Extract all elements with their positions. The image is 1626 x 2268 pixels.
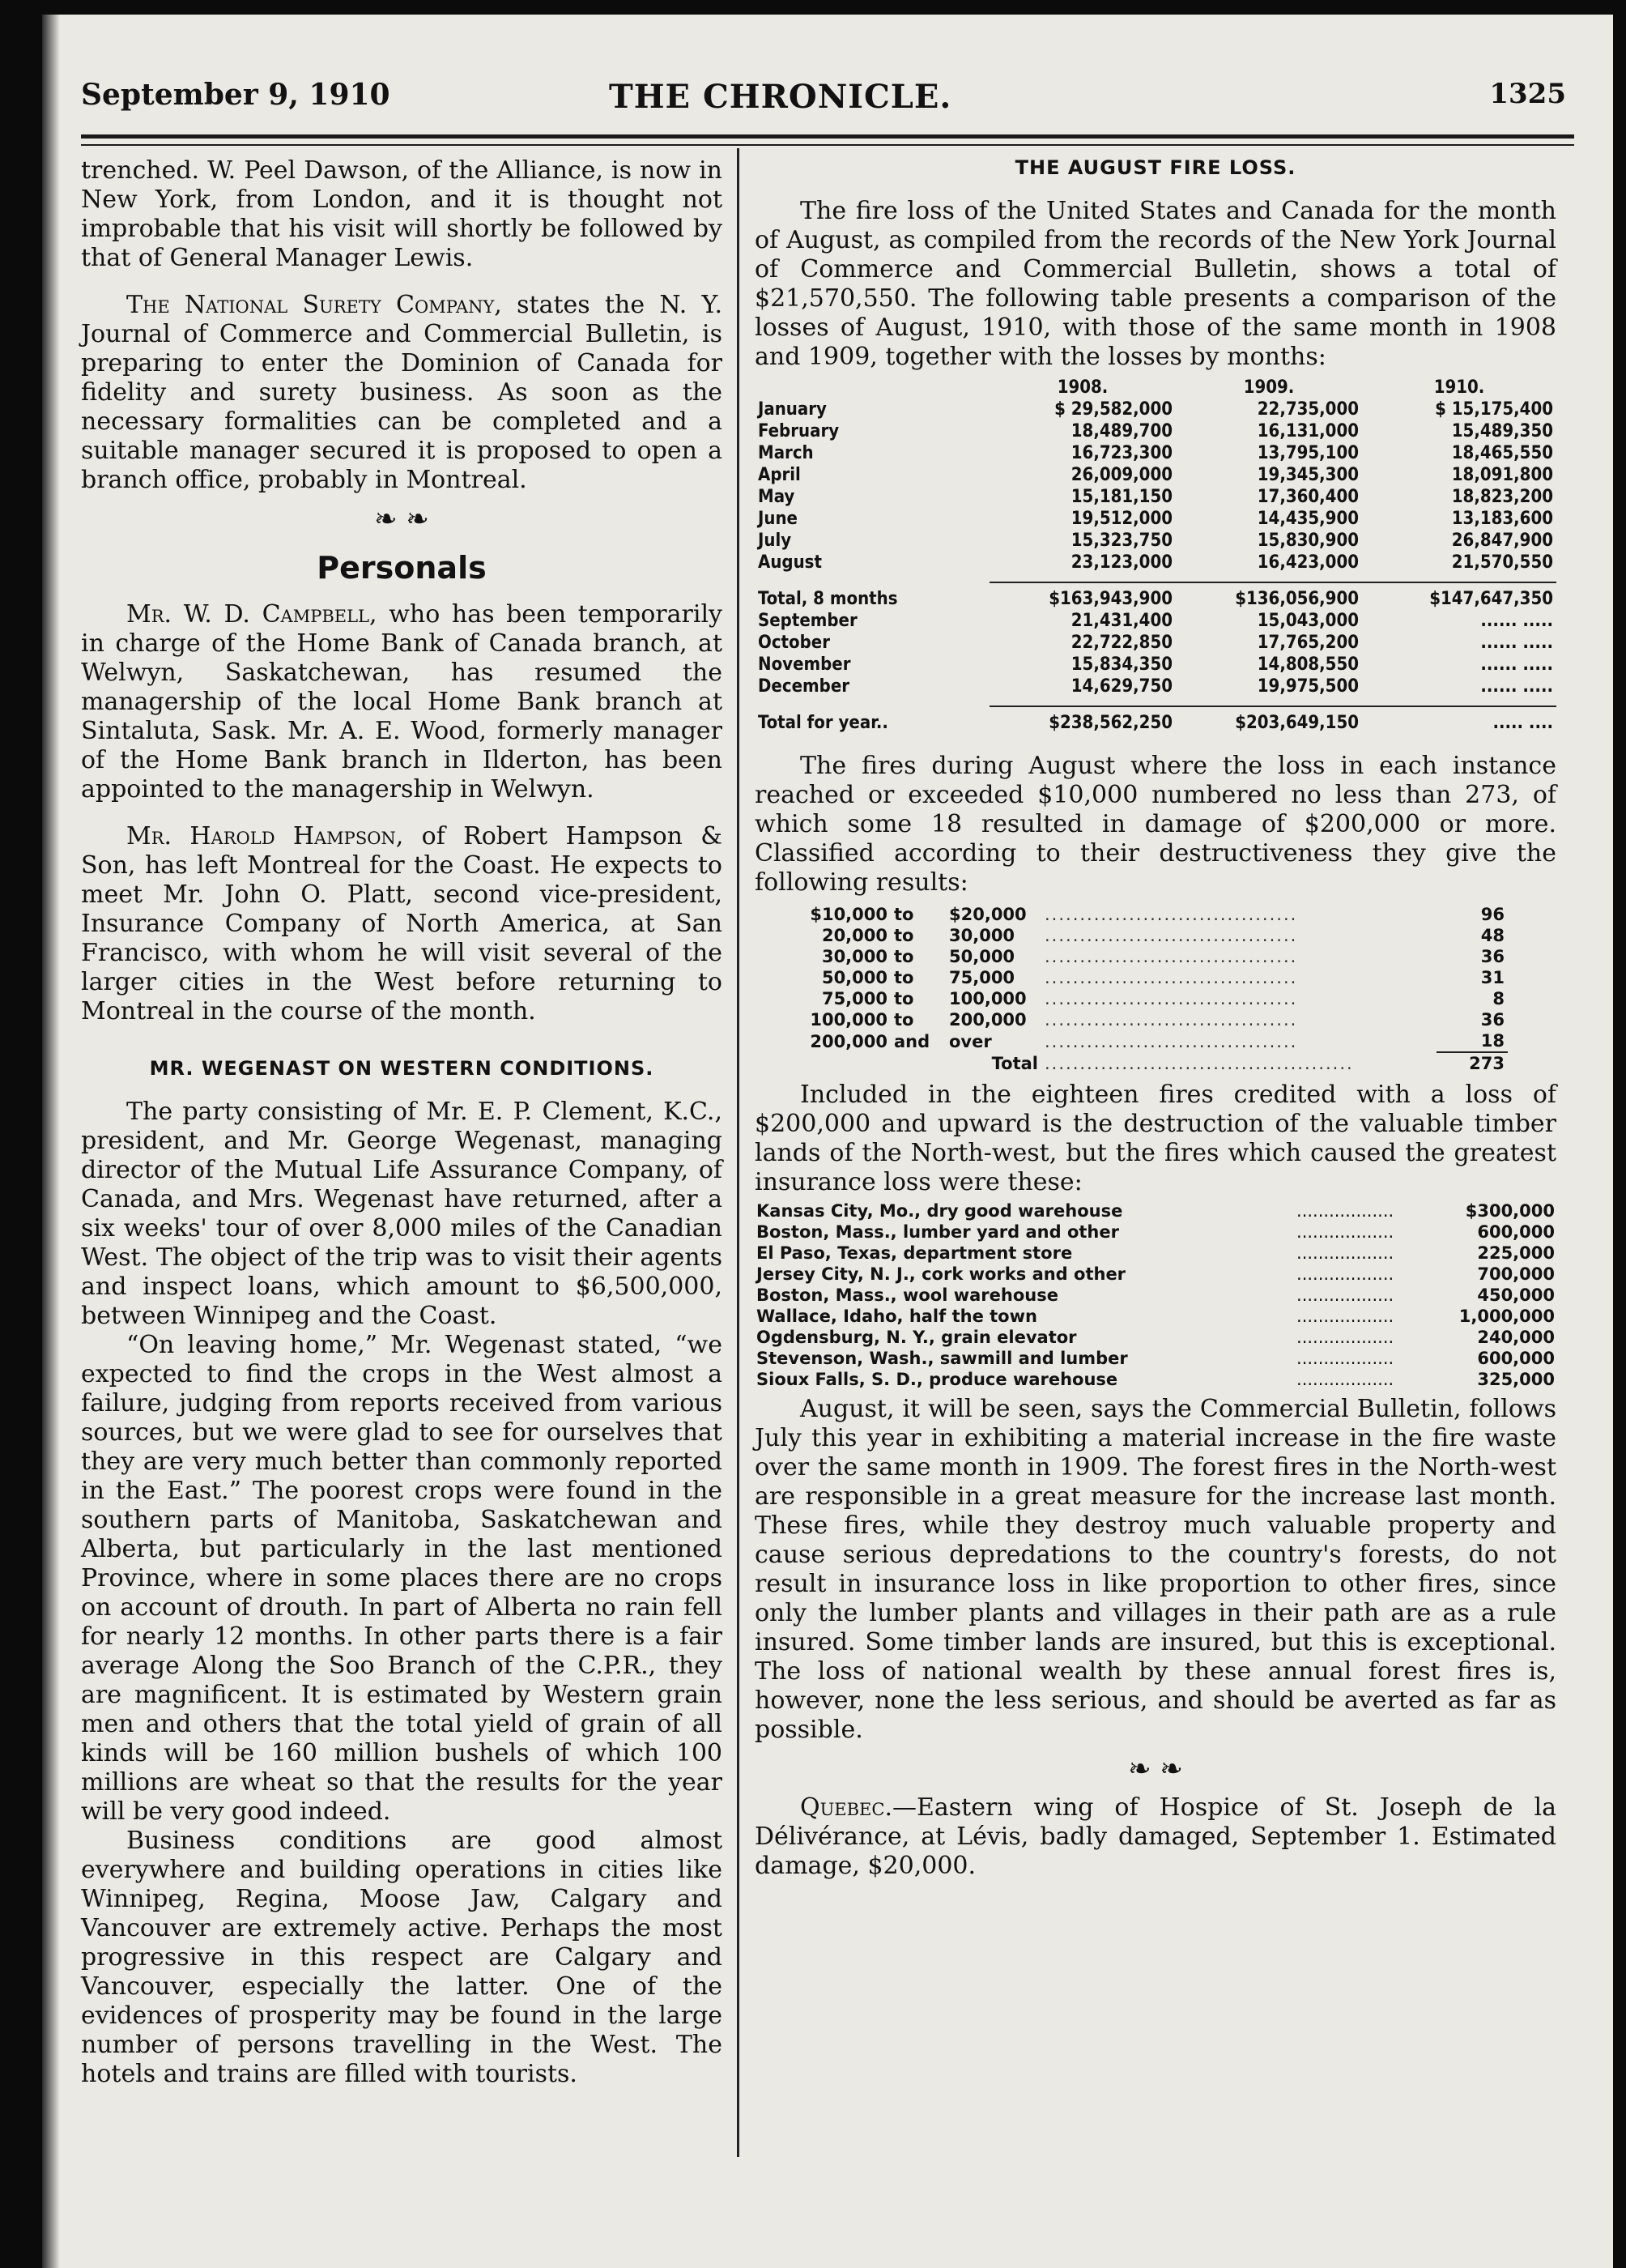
- loss-value: 19,975,500: [1257, 676, 1359, 697]
- range-upper: 100,000: [949, 989, 1027, 1008]
- year-header: 1910.: [1433, 377, 1485, 398]
- fire-count: 48: [1480, 926, 1505, 945]
- year-header: 1909.: [1243, 377, 1295, 398]
- loss-value: 13,795,100: [1257, 443, 1359, 463]
- fire-loss-heading: THE AUGUST FIRE LOSS.: [1015, 156, 1296, 179]
- destructiveness-table: [795, 904, 1508, 1074]
- table-row: [795, 946, 1508, 967]
- loss-value: ...... .....: [1480, 611, 1553, 631]
- month-label: September: [758, 611, 858, 631]
- fire-amount: 325,000: [1477, 1370, 1555, 1389]
- publication-title: THE CHRONICLE.: [609, 78, 952, 116]
- fire-location: Stevenson, Wash., sawmill and lumber: [756, 1349, 1128, 1368]
- range-upper: $20,000: [949, 905, 1027, 924]
- leader-dots: ....................................: [1045, 1031, 1298, 1051]
- table-row: [755, 1264, 1556, 1285]
- range-upper: 75,000: [949, 968, 1015, 987]
- loss-value: 21,570,550: [1451, 552, 1553, 573]
- table-row-total-year: Total for year.. $238,562,250 $203,649,150 ..... ....: [755, 706, 1556, 734]
- total-label: Total: [991, 1053, 1038, 1073]
- destructiveness-paragraph: The fires during August where the loss in each instance reached or exceeded $10,000 numbered no less than 273, of which some 18 resulted in damage of $200,000 or more. Classified according to their destructiveness they give the following results:: [755, 752, 1556, 897]
- fire-amount: 225,000: [1477, 1243, 1555, 1263]
- fire-count: 31: [1480, 968, 1505, 987]
- fire-loss-table: [755, 377, 1556, 734]
- table-row: [755, 1221, 1556, 1243]
- month-label: November: [758, 654, 851, 675]
- hampson-lead: Mr. Harold Hampson,: [126, 822, 404, 850]
- leader-dots: ..................: [1296, 1201, 1394, 1221]
- section-ornament: ❧ ❧: [1128, 1753, 1183, 1785]
- header-rule-thin: [81, 144, 1574, 146]
- hampson-text: of Robert Hampson & Son, has left Montreal for the Coast. He expects to meet Mr. John O. Platt, second vice-president, Insurance Company of North America, at San Francisco, with whom he will visit several of the larger cities in the West before returning to Montreal in the course of the month.: [81, 822, 722, 1025]
- leader-dots: ..................: [1296, 1285, 1394, 1305]
- fire-amount: 600,000: [1477, 1349, 1555, 1368]
- loss-value: 19,512,000: [1071, 509, 1173, 529]
- range-from: 20,000: [821, 926, 887, 945]
- leader-dots: ..................: [1296, 1243, 1394, 1263]
- range-upper: 30,000: [949, 926, 1015, 945]
- loss-value: 23,123,000: [1071, 552, 1173, 573]
- fire-location: Boston, Mass., wool warehouse: [756, 1285, 1058, 1305]
- loss-value: 21,431,400: [1071, 611, 1173, 631]
- table-row: [755, 486, 1556, 508]
- fire-location: Jersey City, N. J., cork works and other: [756, 1264, 1126, 1284]
- loss-value: $ 15,175,400: [1435, 399, 1553, 420]
- leader-dots: ..................: [1296, 1222, 1394, 1242]
- loss-value: 14,808,550: [1257, 654, 1359, 675]
- month-label: February: [758, 421, 840, 441]
- loss-value: 26,009,000: [1071, 465, 1173, 485]
- fire-amount: 700,000: [1477, 1264, 1555, 1284]
- range-upper: 50,000: [949, 947, 1015, 966]
- right-column: [755, 156, 1556, 1881]
- range-from: 50,000: [821, 968, 887, 987]
- eighteen-fires-paragraph: Included in the eighteen fires credited with a loss of $200,000 and upward is the destruction of the valuable timber lands of the North-west, but the fires which caused the greatest insurance loss were these:: [755, 1081, 1556, 1196]
- loss-value: 18,091,800: [1451, 465, 1553, 485]
- campbell-lead: Mr. W. D. Campbell,: [126, 600, 377, 629]
- leader-dots: ....................................: [1045, 947, 1298, 966]
- month-label: August: [758, 552, 822, 573]
- section-ornament: ❧ ❧: [374, 503, 429, 535]
- wegenast-paragraph-3: Business conditions are good almost everywhere and building operations in cities like Winnipeg, Regina, Moose Jaw, Calgary and Vancouver are extremely active. Perhaps the most progressive in this respect are Calgary and Vancouver, especially the latter. One of the evidences of prosperity may be found in the large number of persons travelling in the West. The hotels and trains are filled with tourists.: [81, 1827, 722, 2088]
- range-upper: 200,000: [949, 1010, 1027, 1030]
- quebec-paragraph: [755, 1793, 1556, 1881]
- fire-count: 18: [1480, 1031, 1505, 1051]
- loss-value: ...... .....: [1480, 676, 1553, 697]
- table-row: [755, 632, 1556, 654]
- table-row: [795, 967, 1508, 988]
- leader-dots: ....................................: [1045, 926, 1298, 945]
- table-row: [755, 1327, 1556, 1348]
- left-column: [81, 156, 722, 2089]
- fire-location: Sioux Falls, S. D., produce warehouse: [756, 1370, 1118, 1389]
- range-from: 200,000: [810, 1031, 887, 1051]
- range-from: 100,000: [810, 1010, 887, 1030]
- fire-amount: 240,000: [1477, 1328, 1555, 1347]
- range-upper: over: [949, 1031, 992, 1051]
- range-to: to: [894, 1010, 914, 1030]
- loss-value: 18,489,700: [1071, 421, 1173, 441]
- loss-value: 15,834,350: [1071, 654, 1173, 675]
- page-number: 1325: [1489, 78, 1566, 110]
- loss-value: 22,722,850: [1071, 633, 1173, 653]
- month-label: April: [758, 465, 801, 485]
- newspaper-page: [42, 15, 1613, 2268]
- fire-amount: 600,000: [1477, 1222, 1555, 1242]
- range-from: 30,000: [821, 947, 887, 966]
- leader-dots: ..................: [1296, 1264, 1394, 1284]
- table-row: [755, 552, 1556, 573]
- range-to: and: [894, 1031, 930, 1051]
- range-from: $10,000: [810, 905, 887, 924]
- fire-location: Ogdensburg, N. Y., grain elevator: [756, 1328, 1077, 1347]
- loss-value: 15,830,900: [1257, 531, 1359, 551]
- table-row: [755, 654, 1556, 676]
- loss-value: 22,735,000: [1257, 399, 1359, 420]
- largest-fires-table: [755, 1200, 1556, 1390]
- fire-count: 36: [1480, 1010, 1505, 1030]
- table-row: [755, 1285, 1556, 1306]
- table-row: [755, 1200, 1556, 1221]
- leader-dots: ..................: [1296, 1370, 1394, 1389]
- table-row: [795, 1030, 1508, 1052]
- fire-count: 96: [1480, 905, 1505, 924]
- header-rule-thick: [81, 134, 1574, 139]
- table-header-row: [755, 377, 1556, 399]
- issue-date: September 9, 1910: [81, 78, 390, 112]
- range-to: to: [894, 926, 914, 945]
- table-row-total-8-months: Total, 8 months $163,943,900 $136,056,900 $147,647,350: [755, 582, 1556, 610]
- range-to: to: [894, 905, 914, 924]
- column-divider: [737, 148, 739, 2157]
- table-row: [755, 610, 1556, 632]
- table-row: [795, 904, 1508, 925]
- loss-value: 15,181,150: [1071, 487, 1173, 507]
- range-to: to: [894, 947, 914, 966]
- year-header: 1908.: [1057, 377, 1109, 398]
- table-row: [755, 508, 1556, 530]
- table-row: [795, 925, 1508, 946]
- table-row: [755, 530, 1556, 552]
- loss-value: 14,435,900: [1257, 509, 1359, 529]
- loss-value: 15,043,000: [1257, 611, 1359, 631]
- fire-location: Boston, Mass., lumber yard and other: [756, 1222, 1119, 1242]
- loss-value: 18,823,200: [1451, 487, 1553, 507]
- loss-value: 16,723,300: [1071, 443, 1173, 463]
- month-label: January: [758, 399, 827, 420]
- range-from: 75,000: [821, 989, 887, 1008]
- destructiveness-total-row: Total ............................................ 273: [795, 1052, 1508, 1074]
- loss-value: ...... .....: [1480, 654, 1553, 675]
- table-row: [755, 442, 1556, 464]
- loss-value: 15,489,350: [1451, 421, 1553, 441]
- fire-location: Wallace, Idaho, half the town: [756, 1307, 1037, 1326]
- range-to: to: [894, 989, 914, 1008]
- campbell-paragraph: [81, 600, 722, 804]
- wegenast-paragraph-1: The party consisting of Mr. E. P. Clement, K.C., president, and Mr. George Wegenast, managing director of the Mutual Life Assurance Company, of Canada, and Mrs. Wegenast have returned, after a six weeks' tour of over 8,000 miles of the Canadian West. The object of the trip was to visit their agents and inspect loans, which amount to $6,500,000, between Winnipeg and the Coast.: [81, 1098, 722, 1330]
- loss-value: 19,345,300: [1257, 465, 1359, 485]
- fire-amount: $300,000: [1465, 1201, 1555, 1221]
- commercial-bulletin-paragraph: August, it will be seen, says the Commercial Bulletin, follows July this year in exhibiting a material increase in the fire waste over the same month in 1909. The forest fires in the North-west are responsible in a great measure for the increase last month. These fires, while they destroy much valuable property and cause serious depredations to the country's forests, do not result in insurance loss in like proportion to other fires, since only the lumber plants and villages in their path are as a rule insured. Some timber lands are insured, but this is exceptional. The loss of national wealth by these annual forest fires is, however, none the less serious, and should be averted as far as possible.: [755, 1395, 1556, 1744]
- fire-amount: 450,000: [1477, 1285, 1555, 1305]
- leader-dots: ..................: [1296, 1328, 1394, 1347]
- loss-value: 16,131,000: [1257, 421, 1359, 441]
- loss-value: 13,183,600: [1451, 509, 1553, 529]
- fire-amount: 1,000,000: [1458, 1307, 1555, 1326]
- loss-value: 16,423,000: [1257, 552, 1359, 573]
- loss-value: 18,465,550: [1451, 443, 1553, 463]
- fire-location: El Paso, Texas, department store: [756, 1243, 1073, 1263]
- loss-value: 26,847,900: [1451, 531, 1553, 551]
- hampson-paragraph: [81, 822, 722, 1026]
- table-row: [755, 399, 1556, 420]
- wegenast-paragraph-2: “On leaving home,” Mr. Wegenast stated, “we expected to find the crops in the West almost a failure, judging from reports received from various sources, but we were glad to see for ourselves that they are very much better than commonly reported in the East.” The poorest crops were found in the southern parts of Manitoba, Saskatchewan and Alberta, but particularly in the last mentioned Province, where in some places there are no crops on account of drouth. In part of Alberta no rain fell for nearly 12 months. In other parts there is a fair average Along the Soo Branch of the C.P.R., they are magnificent. It is estimated by Western grain men and others that the total yield of grain of all kinds will be 160 million bushels of which 100 millions are wheat so that the results for the year will be very good indeed.: [81, 1331, 722, 1826]
- loss-value: $ 29,582,000: [1054, 399, 1173, 420]
- leader-dots: ..................: [1296, 1307, 1394, 1326]
- quebec-lead: Quebec.: [800, 1793, 892, 1822]
- leader-dots: ....................................: [1045, 905, 1298, 924]
- wegenast-heading: MR. WEGENAST ON WESTERN CONDITIONS.: [149, 1057, 654, 1080]
- surety-text: states the N. Y. Journal of Commerce and Commercial Bulletin, is preparing to enter the Dominion of Canada for fidelity and surety business. As soon as the necessary formalities can be completed and a suitable manager secured it is proposed to open a branch office, probably in Montreal.: [81, 291, 723, 494]
- table-row: [755, 1369, 1556, 1390]
- fire-loss-intro: The fire loss of the United States and Canada for the month of August, as compiled from the records of the New York Journal of Commerce and Commercial Bulletin, shows a total of $21,570,550. The following table presents a comparison of the losses of August, 1910, with those of the same month in 1908 and 1909, together with the losses by months:: [755, 197, 1556, 371]
- month-label: May: [758, 487, 795, 507]
- leader-dots: ..................: [1296, 1349, 1394, 1368]
- quebec-text: —Eastern wing of Hospice of St. Joseph de la Délivérance, at Lévis, badly damaged, September 1. Estimated damage, $20,000.: [755, 1793, 1556, 1880]
- leader-dots: ....................................: [1045, 989, 1298, 1008]
- table-row: [755, 1348, 1556, 1369]
- total-count: 273: [1437, 1052, 1508, 1074]
- campbell-text: who has been temporarily in charge of the Home Bank of Canada branch, at Welwyn, Saskatchewan, has resumed the managership of the local Home Bank branch at Sintaluta, Sask. Mr. A. E. Wood, formerly manager of the Home Bank branch in Ilderton, has been appointed to the managership in Welwyn.: [81, 600, 722, 804]
- table-row: [795, 1009, 1508, 1030]
- loss-value: 15,323,750: [1071, 531, 1173, 551]
- month-label: July: [758, 531, 792, 551]
- fire-location: Kansas City, Mo., dry good warehouse: [756, 1201, 1123, 1221]
- range-to: to: [894, 968, 914, 987]
- article-continuation: trenched. W. Peel Dawson, of the Alliance, is now in New York, from London, and it is thought not improbable that his visit will shortly be followed by that of General Manager Lewis.: [81, 156, 722, 272]
- month-label: October: [758, 633, 830, 653]
- table-row: [755, 1306, 1556, 1327]
- table-row: [795, 988, 1508, 1009]
- month-label: March: [758, 443, 814, 463]
- loss-value: 17,765,200: [1257, 633, 1359, 653]
- table-row: [755, 1243, 1556, 1264]
- table-row: [755, 464, 1556, 486]
- surety-company-paragraph: [81, 291, 722, 495]
- loss-value: ...... .....: [1480, 633, 1553, 653]
- fire-count: 8: [1492, 989, 1505, 1008]
- leader-dots: ....................................: [1045, 1010, 1298, 1030]
- table-row: [755, 676, 1556, 697]
- leader-dots: ....................................: [1045, 968, 1298, 987]
- surety-lead: The National Surety Company,: [126, 291, 502, 319]
- loss-value: 17,360,400: [1257, 487, 1359, 507]
- table-row: [755, 420, 1556, 442]
- personals-heading: Personals: [317, 550, 487, 586]
- month-label: June: [758, 509, 798, 529]
- month-label: December: [758, 676, 850, 697]
- loss-value: 14,629,750: [1071, 676, 1173, 697]
- page-edge-shadow: [42, 15, 60, 2268]
- fire-count: 36: [1480, 947, 1505, 966]
